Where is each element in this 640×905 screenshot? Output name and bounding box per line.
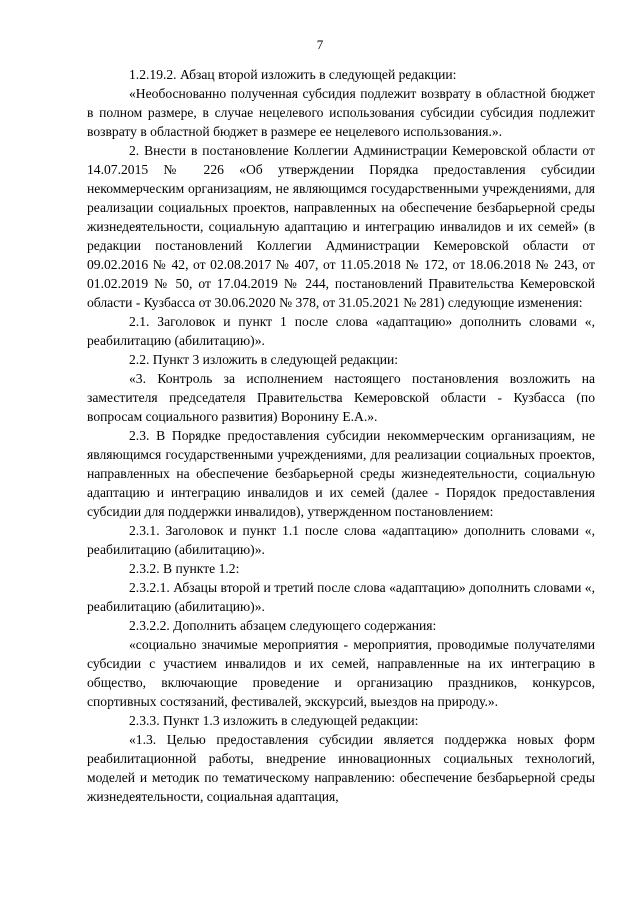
paragraph: 2.3.2.1. Абзацы второй и третий после слова «адаптацию» дополнить словами «, реабилитацию (абилитацию)». xyxy=(87,580,595,614)
paragraph: 2.3. В Порядке предоставления субсидии некоммерческим организациям, не являющимся государственными учреждениями, для реализации социальных проектов, направленных на обеспечение безбарьерной среды жизнедеятельности, социальную адаптацию и интеграцию инвалидов и их семей (далее - Порядок предоставления субсидии для поддержки инвалидов), утвержденном постановлением: xyxy=(87,428,595,519)
paragraph: «1.3. Целью предоставления субсидии является поддержка новых форм реабилитационной работы, внедрение инновационных социальных технологий, моделей и методик по тематическому направлению: обеспечение безбарьерной среды жизнедеятельности, социальная адаптация, xyxy=(87,732,595,804)
paragraph: 2.3.1. Заголовок и пункт 1.1 после слова «адаптацию» дополнить словами «, реабилитацию (абилитацию)». xyxy=(87,523,595,557)
paragraph: «3. Контроль за исполнением настоящего постановления возложить на заместителя председателя Правительства Кемеровской области - Кузбасса (по вопросам социального развития) Воронину Е.А.». xyxy=(87,371,595,424)
paragraph: 2. Внести в постановление Коллегии Администрации Кемеровской области от 14.07.2015 № 226 «Об утверждении Порядка предоставления субсидии некоммерческим организациям, не являющимся государственными учреждениями, для реализации социальных проектов, направленных на обеспечение безбарьерной среды жизнедеятельности, социальную адаптацию и интеграцию инвалидов и их семей» (в редакции постановлений Коллегии Администрации Кемеровской области от 09.02.2016 № 42, от 02.08.2017 № 407, от 11.05.2018 № 172, от 18.06.2018 № 243, от 01.02.2019 № 50, от 17.04.2019 № 244, постановлений Правительства Кемеровской области - Кузбасса от 30.06.2020 № 378, от 31.05.2021 № 281) следующие изменения: xyxy=(87,143,595,310)
document-body xyxy=(87,65,595,806)
paragraph: 2.3.2. В пункте 1.2: xyxy=(129,561,240,576)
paragraph: 2.3.3. Пункт 1.3 изложить в следующей редакции: xyxy=(129,713,419,728)
paragraph: 1.2.19.2. Абзац второй изложить в следующей редакции: xyxy=(129,67,457,82)
paragraph: «социально значимые мероприятия - мероприятия, проводимые получателями субсидии с участием инвалидов и их семей, направленные на их интеграцию в общество, включающие проведение и организацию праздников, конкурсов, спортивных состязаний, фестивалей, экскурсий, выездов на природу.». xyxy=(87,637,595,709)
paragraph: «Необоснованно полученная субсидия подлежит возврату в областной бюджет в полном размере, в случае нецелевого использования субсидии субсидия подлежит возврату в областной бюджет в размере ее нецелевого использования.». xyxy=(87,86,595,139)
paragraph: 2.2. Пункт 3 изложить в следующей редакции: xyxy=(129,352,399,367)
page-number: 7 xyxy=(316,37,324,52)
paragraph: 2.1. Заголовок и пункт 1 после слова «адаптацию» дополнить словами «, реабилитацию (абилитацию)». xyxy=(87,314,595,348)
paragraph: 2.3.2.2. Дополнить абзацем следующего содержания: xyxy=(129,618,437,633)
